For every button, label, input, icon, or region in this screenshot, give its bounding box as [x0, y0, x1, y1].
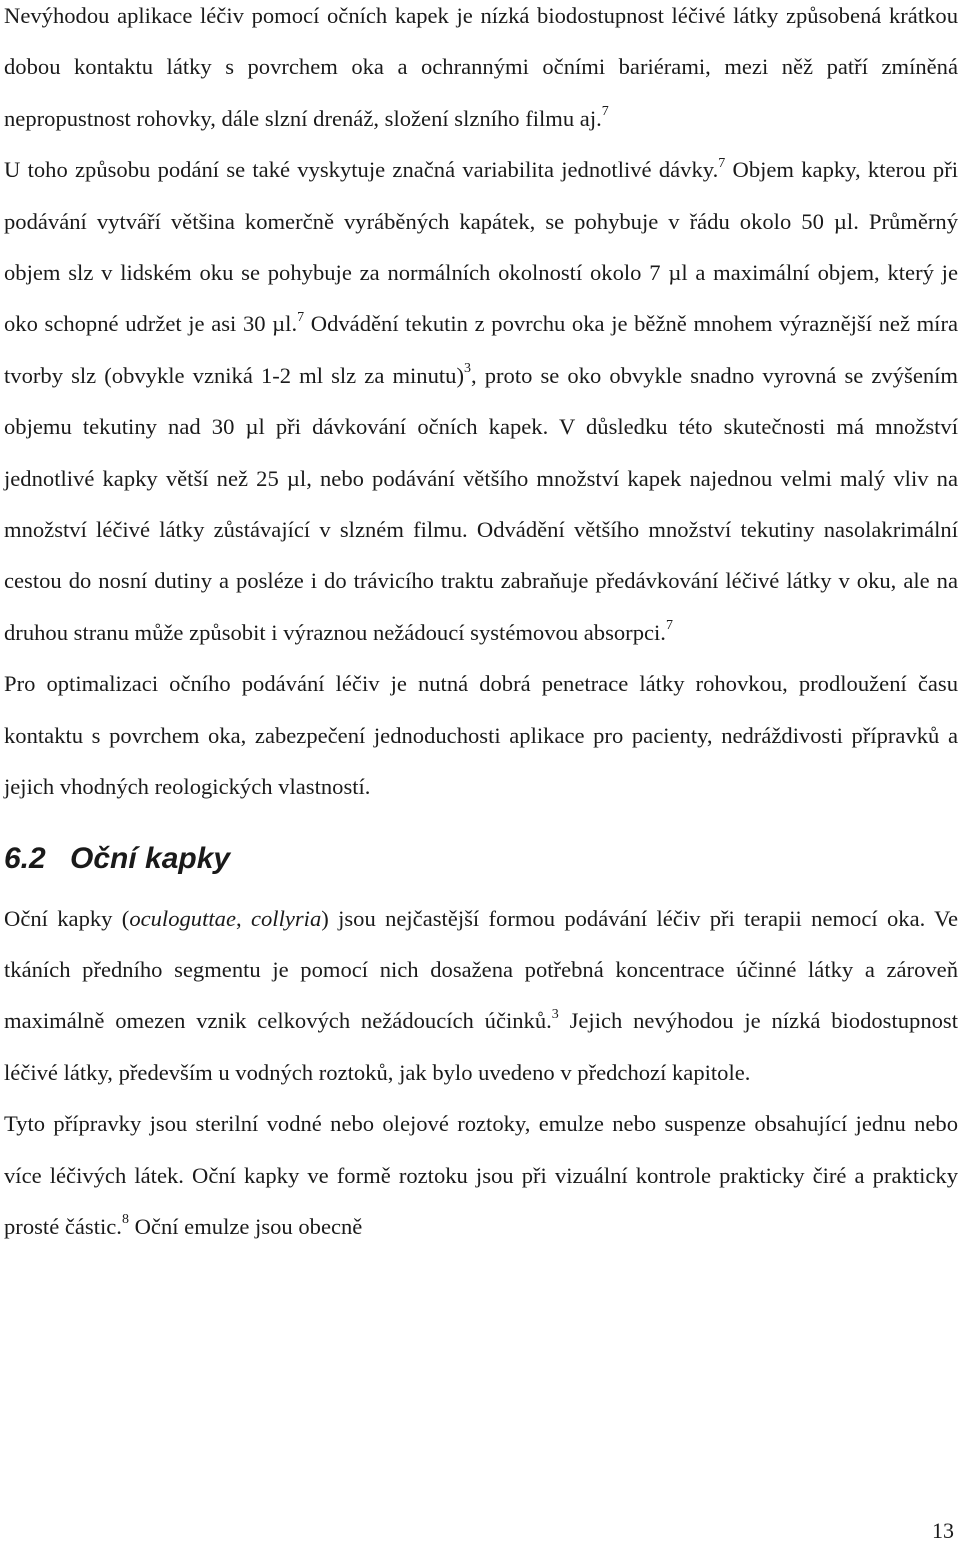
page-number: 13 [932, 1518, 954, 1543]
paragraph-preparations: Tyto přípravky jsou sterilní vodné nebo olejové roztoky, emulze nebo suspenze obsahující jednu nebo více léčivých látek. Oční kapky ve formě roztoku jsou při vizuální kontrole prakticky čiré a prakticky prosté částic.$^8$ Oční emulze jsou obecně [4, 1111, 958, 1239]
section-number: 6.2 [4, 841, 46, 875]
footnote-ref: 7 [601, 104, 609, 120]
paragraph-dose-variability: U toho způsobu podání se také vyskytuje značná variabilita jednotlivé dávky.$^7$ Objem kapky, kterou při podávání vytváří většina komerčně vyráběných kapátek, se pohybuje v řádu okolo 50 µl. Průměrný objem slz v lidském oku se pohybuje za normálních okolností okolo 7 µl a maximální objem, který je oko schopné udržet je asi 30 µl.$^7$ Odvádění tekutin z povrchu oka je běžně mnohem výraznější než míra tvorby slz (obvykle vzniká 1-2 ml slz za minutu)$^3$, proto se oko obvykle snadno vyrovná se zvýšením objemu tekutiny nad 30 µl při dávkování očních kapek. V důsledku této skutečnosti má množství jednotlivé kapky větší než 25 µl, nebo podávání většího množství kapek najednou velmi malý vliv na množství léčivé látky zůstávající v slzném filmu. Odvádění většího množství tekutiny nasolakrimální cestou do nosní dutiny a posléze i do trávicího traktu zabraňuje předávkování léčivé látky v oku, ale na druhou stranu může způsobit i výraznou nežádoucí systémovou absorpci.$^7$ [4, 155, 959, 645]
section-title: Oční kapky [70, 841, 231, 875]
paragraph-drops-disadvantage: Nevýhodou aplikace léčiv pomocí očních kapek je nízká biodostupnost léčivé látky způsobená krátkou dobou kontaktu látky s povrchem oka a ochrannými očními bariérami, mezi něž patří zmíněná nepropustnost rohovky, dále slzní drenáž, složení slzního filmu aj.$^7$ [4, 3, 958, 131]
paragraph-eye-drops-intro: Oční kapky (oculoguttae, collyria) jsou nejčastější formou podávání léčiv při terapii nemocí oka. Ve tkáních předního segmentu je pomocí nich dosažena potřebná koncentrace účinné látky a zároveň maximálně omezen vznik celkových nežádoucích účinků.$^3$ Jejich nevýhodou je nízká biodostupnost léčivé látky, především u vodných roztoků, jak bylo uvedeno v předchozí kapitole. [4, 905, 959, 1085]
footnote-ref: 3 [551, 1006, 559, 1022]
document-page [4, 0, 958, 1252]
footnote-ref: 7 [665, 618, 673, 634]
paragraph-optimization: Pro optimalizaci očního podávání léčiv je nutná dobrá penetrace látky rohovkou, prodloužení času kontaktu s povrchem oka, zabezpečení jednoduchosti aplikace pro pacienty, nedráždivosti přípravků a jejich vhodných reologických vlastností. [4, 671, 958, 800]
footnote-ref: 7 [718, 155, 726, 171]
section-heading [4, 837, 958, 881]
footnote-ref: 7 [297, 309, 305, 325]
footnote-ref: 8 [121, 1212, 129, 1228]
footnote-ref: 3 [464, 361, 471, 377]
